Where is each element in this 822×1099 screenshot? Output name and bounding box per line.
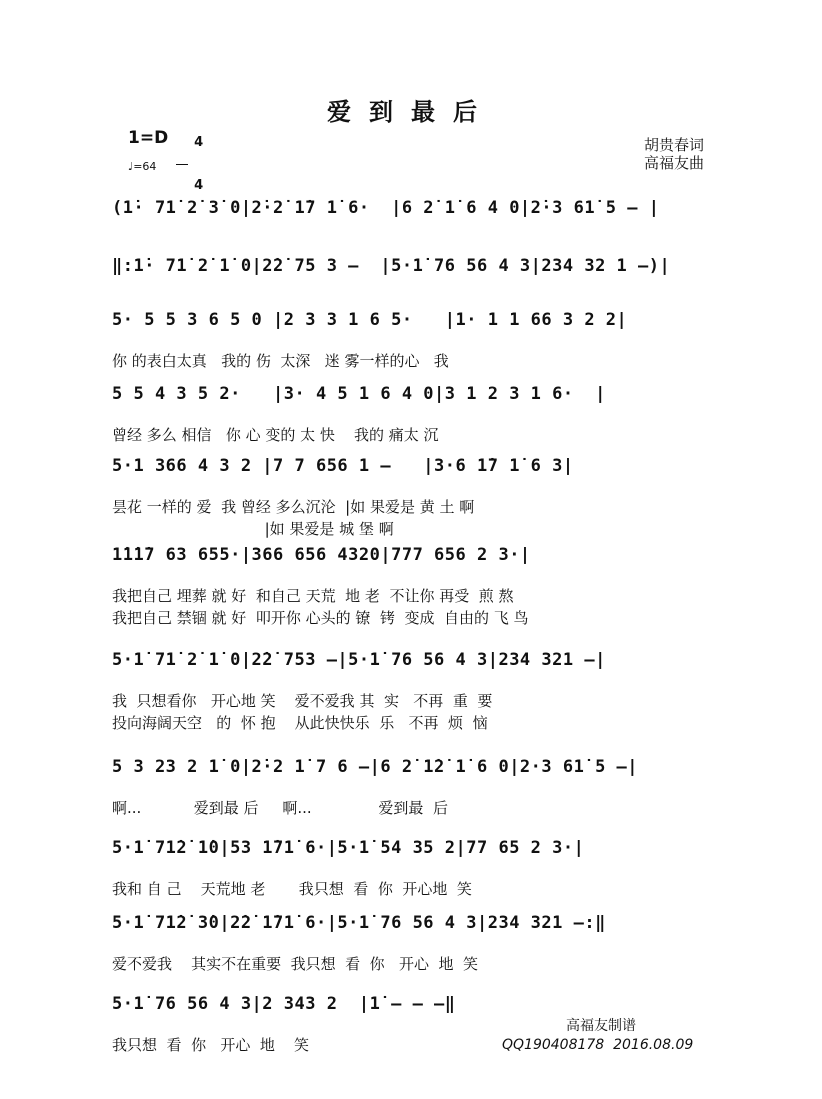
- lyric-line: 我 只想看你 开心地 笑 爱不爱我 其 实 不再 重 要: [112, 692, 493, 710]
- composer-credit: 高福友曲: [643, 154, 704, 172]
- notation-line: (1̇· 71̇ 2̇ 3̇ 0|2̇·2̇ 1̇7 1̇ 6· |6 2̇ 1̇ 6 4 0|2̇·3 61̇ 5 – |: [112, 198, 660, 218]
- lyric-line: 投向海阔天空 的 怀 抱 从此快快乐 乐 不再 烦 恼: [112, 714, 488, 732]
- id-and-date: QQ190408178 2016.08.09: [502, 1037, 694, 1053]
- time-signature-divider: [176, 164, 188, 165]
- notation-line: 5·1̇ 71̇2̇ 1̇0|53 1̇71̇ 6·|5·1̇ 54 35 2|77 65 2 3·|: [112, 838, 585, 858]
- time-signature: [176, 122, 204, 207]
- notation-line: 5·1̇ 71̇ 2̇ 1̇ 0|2̇2̇ 753 –|5·1̇ 76 56 4 3|234 321 –|: [112, 650, 606, 670]
- notation-line: 1̇1̇1̇7 63 655·|366 656 4320|777 656 2 3·|: [112, 545, 531, 565]
- song-title: 爱到最后: [327, 98, 495, 126]
- arranger-credit: 高福友制谱: [566, 1018, 636, 1034]
- lyric-line: 我只想 看 你 开心 地 笑: [112, 1036, 309, 1054]
- lyric-line: 爱不爱我 其实不在重要 我只想 看 你 开心 地 笑: [112, 955, 479, 973]
- notation-line: 5·1̇ 76 56 4 3|2 343 2 |1̇ – – –‖: [112, 994, 456, 1014]
- lyric-line: 你 的表白太真 我的 伤 太深 迷 雾一样的心 我: [112, 352, 449, 370]
- lyric-line: 我把自己 禁锢 就 好 叩开你 心头的 镣 铐 变成 自由的 飞 鸟: [112, 609, 529, 627]
- key-signature: 1=D: [128, 128, 169, 148]
- notation-line: 5 5 4 3 5 2· |3· 4 5 1 6 4 0|3 1 2 3 1 6· |: [112, 384, 606, 404]
- lyric-line: 我和 自 己 天荒地 老 我只想 看 你 开心地 笑: [112, 880, 472, 898]
- notation-line: 5 3 23 2 1̇ 0|2̇·2 1̇ 7 6 –|6 2̇ 1̇2̇ 1̇ 6 0|2·3 61̇ 5 –|: [112, 757, 639, 777]
- tempo-marking: ♩=64: [128, 160, 157, 173]
- lyric-line: 我把自己 埋葬 就 好 和自己 天荒 地 老 不让你 再受 煎 熬: [112, 587, 514, 605]
- notation-line: 5· 5 5 3 6 5 0 |2 3 3 1 6 5· |1· 1 1 66 3 2 2|: [112, 310, 628, 330]
- notation-line: 5·1̇ 71̇2̇ 3̇0|2̇2̇ 1̇71̇ 6·|5·1̇ 76 56 4 3|234 321 –:‖: [112, 913, 606, 933]
- lyric-line: 啊... 爱到最 后 啊... 爱到最 后: [112, 799, 448, 817]
- notation-line: ‖:1̇· 71̇ 2̇ 1̇ 0|2̇2̇ 75 3 – |5·1̇ 76 56 4 3|234 32 1 –)|: [112, 256, 671, 276]
- time-signature-bottom: 4: [194, 178, 204, 193]
- lyric-line: 曾经 多么 相信 你 心 变的 太 快 我的 痛太 沉: [112, 426, 439, 444]
- time-signature-top: 4: [194, 135, 204, 150]
- notation-line: 5·1 366 4 3 2 |7 7 656 1 – |3·6 1̇7 1̇ 6 3|: [112, 456, 574, 476]
- lyricist-credit: 胡贵春词: [643, 136, 704, 154]
- lyric-line: |如 果爱是 城 堡 啊: [112, 520, 394, 538]
- lyric-line: 昙花 一样的 爱 我 曾经 多么沉沦 |如 果爱是 黄 土 啊: [112, 498, 475, 516]
